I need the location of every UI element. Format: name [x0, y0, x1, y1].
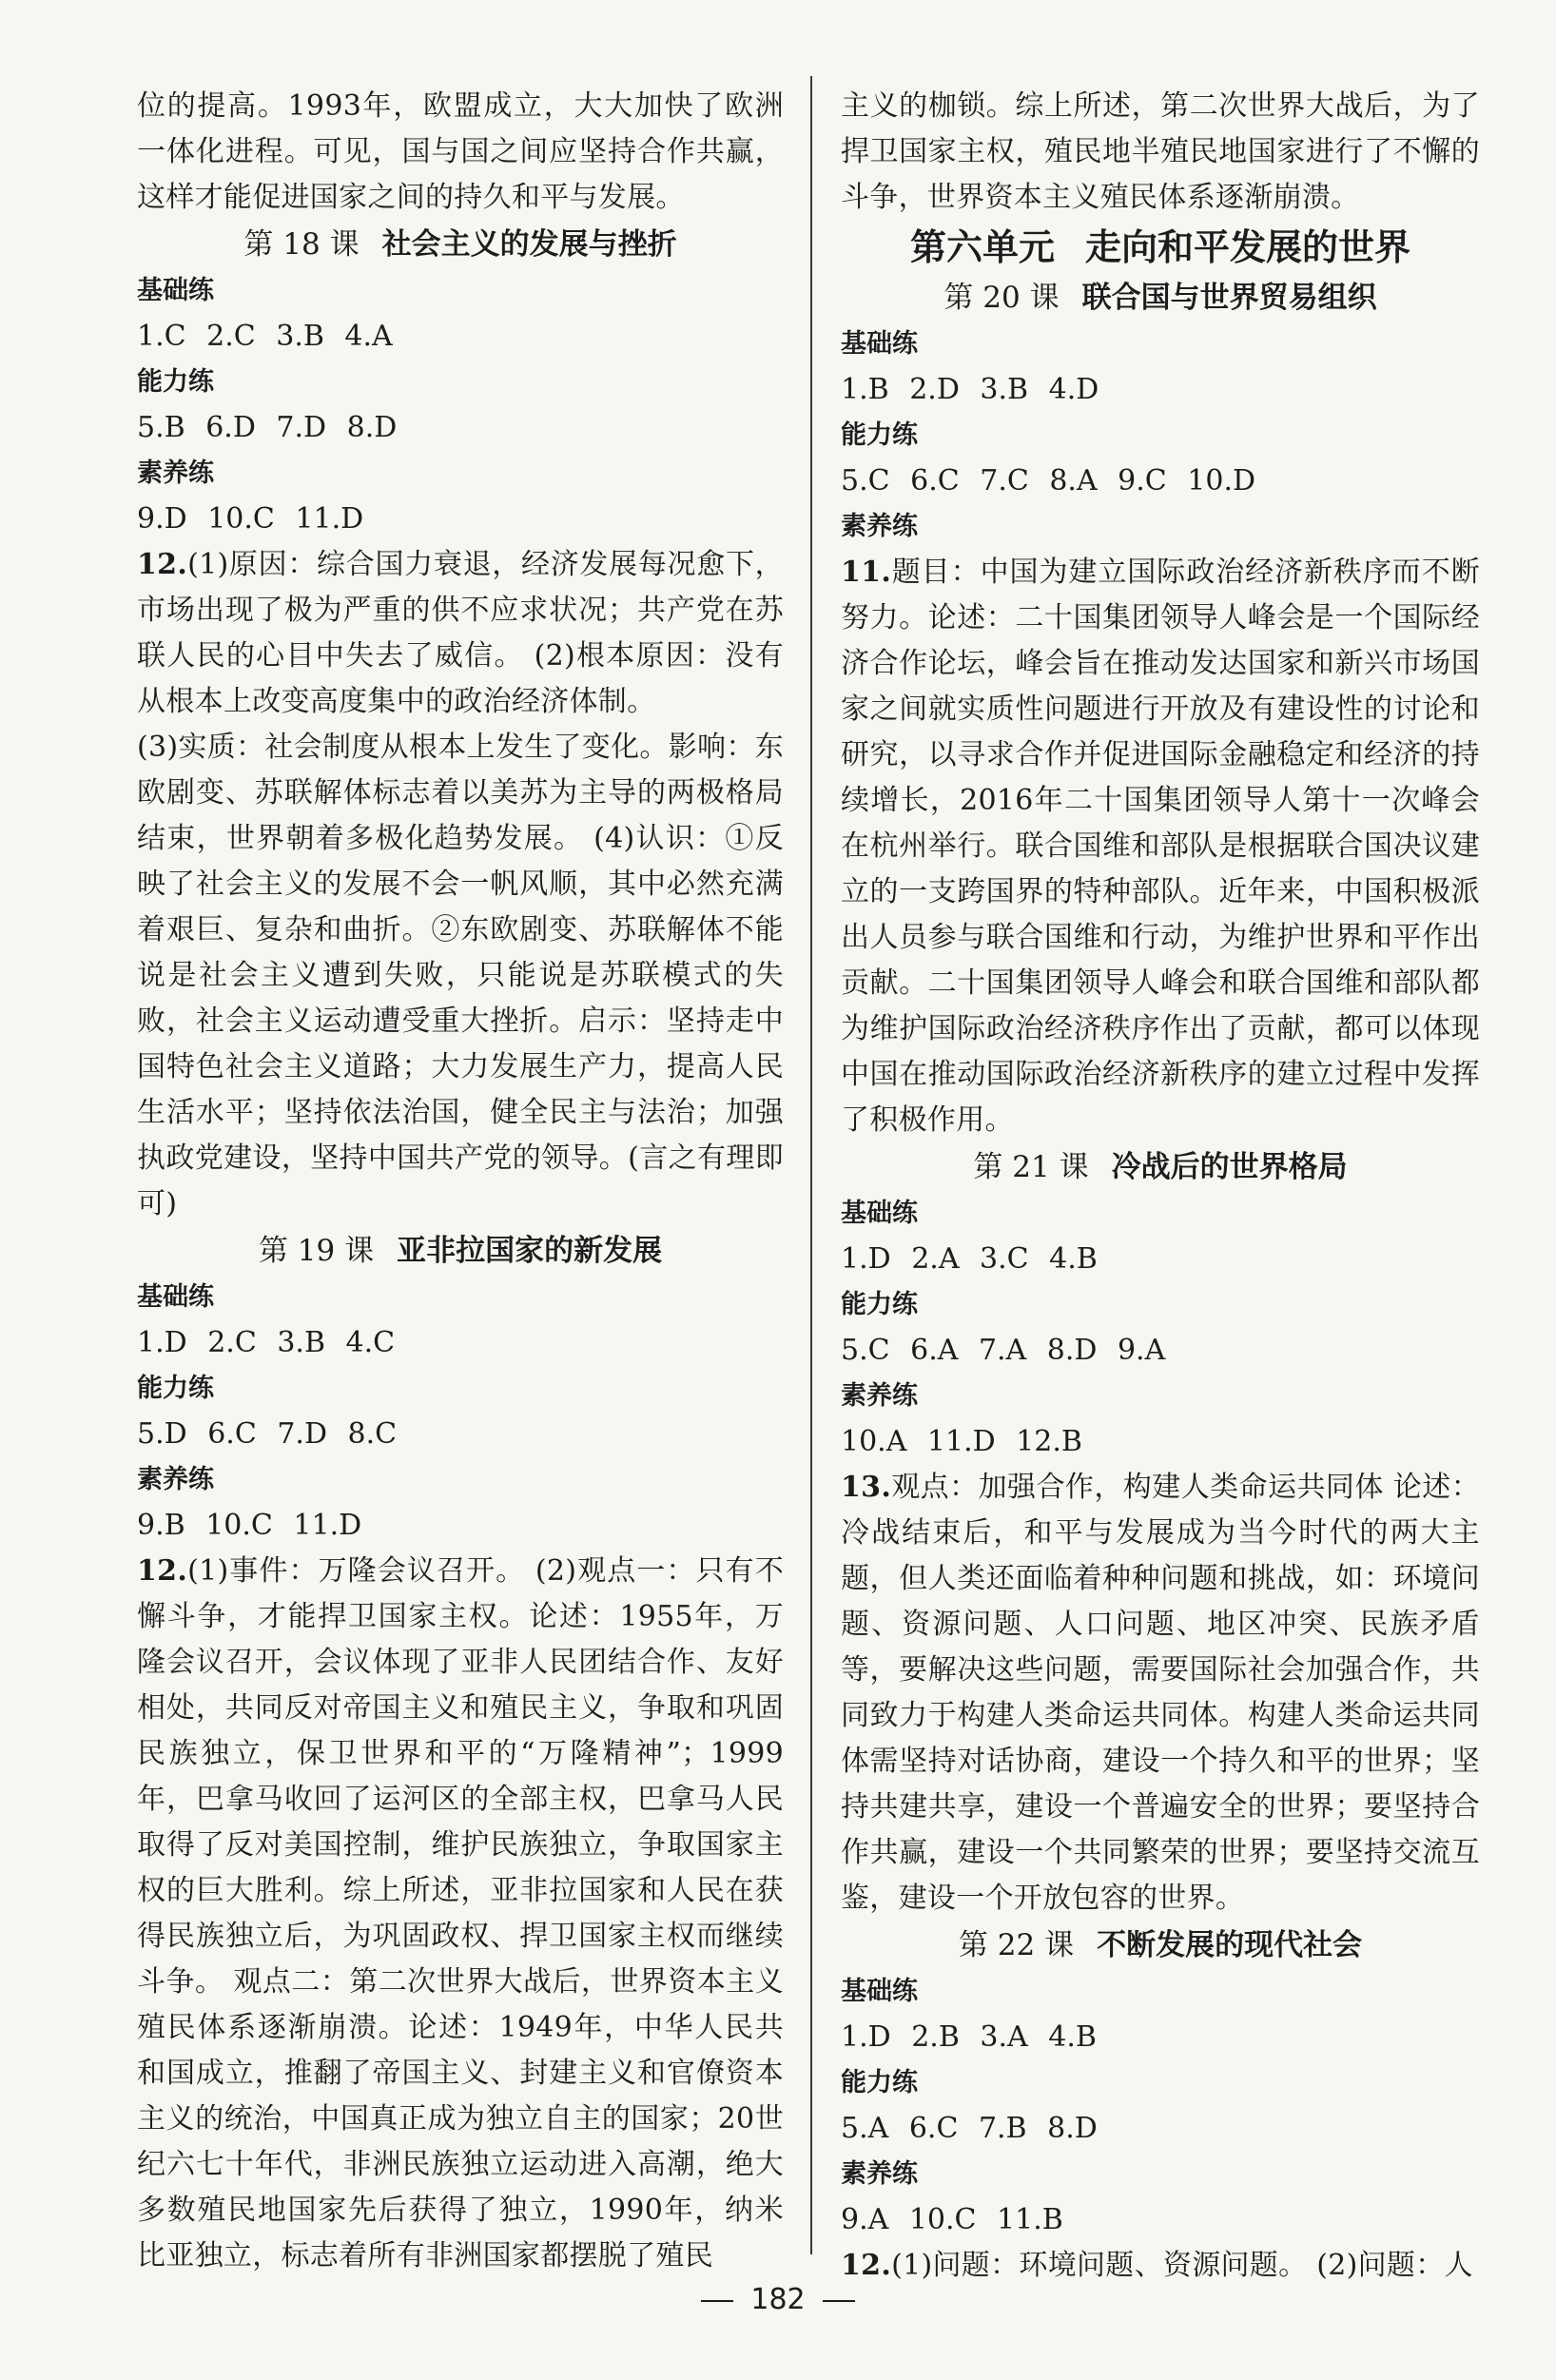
question-number: 12. — [137, 548, 188, 581]
l20-ability-answers: 5.C 6.C 7.C 8.A 9.C 10.D — [841, 464, 1256, 497]
l22-ability-label: 能力练 — [841, 2068, 918, 2097]
l18-literacy-label: 素养练 — [137, 458, 214, 488]
l18-question-12-cont: (3)实质：社会制度从根本上发生了变化。影响：东欧剧变、苏联解体标志着以美苏为主导的两极格局结束，世界朝着多极化趋势发展。 (4)认识：①反映了社会主义的发展不会一帆风顺，其中必然充满着艰巨、复杂和曲折。②东欧剧变、苏联解体不能说是社会主义遭到失败，只能说是苏联模式的失败，社会主义运动遭受重大挫折。启示：坚持走中国特色社会主义道路；大力发展生产力，提高人民生活水平；坚持依法治国，健全民主与法治；加强执政党建设，坚持中国共产党的领导。(言之有理即可) — [137, 731, 784, 1220]
lesson-18-number: 第 18 课 — [243, 227, 360, 262]
lesson-21-title: 冷战后的世界格局 — [1111, 1150, 1348, 1184]
l19-literacy-label: 素养练 — [137, 1465, 214, 1494]
lesson-22-title: 不断发展的现代社会 — [1097, 1928, 1363, 1962]
l21-ability-label: 能力练 — [841, 1290, 918, 1319]
l18-literacy-answers: 9.D 10.C 11.D — [137, 502, 364, 536]
question-text: (1)原因：综合国力衰退，经济发展每况愈下，市场出现了极为严重的供不应求状况；共产党在苏联人民的心目中失去了威信。 (2)根本原因：没有从根本上改变高度集中的政治经济体制。 — [137, 548, 784, 718]
l19-literacy-answers: 9.B 10.C 11.D — [137, 1509, 362, 1542]
lesson-20-title: 联合国与世界贸易组织 — [1081, 281, 1377, 315]
intro-paragraph: 位的提高。1993年，欧盟成立，大大加快了欧洲一体化进程。可见，国与国之间应坚持合作共赢，这样才能促进国家之间的持久和平与发展。 — [137, 89, 784, 214]
question-number: 11. — [841, 556, 892, 589]
unit-6-heading — [841, 221, 1480, 274]
l21-question-13 — [841, 1465, 1480, 1922]
question-text: 题目：中国为建立国际政治经济新秩序而不断努力。论述：二十国集团领导人峰会是一个国际经济合作论坛，峰会旨在推动发达国家和新兴市场国家之间就实质性问题进行开放及有建设性的讨论和研究，以寻求合作并促进国际金融稳定和经济的持续增长，2016年二十国集团领导人第十一次峰会在杭州举行。联合国维和部队是根据联合国决议建立的一支跨国界的特种部队。近年来，中国积极派出人员参与联合国维和行动，为维护世界和平作出贡献。二十国集团领导人峰会和联合国维和部队都为维护国际政治经济秩序作出了贡献，都可以体现中国在推动国际政治经济新秩序的建立过程中发挥了积极作用。 — [841, 556, 1480, 1137]
l19-ability-label: 能力练 — [137, 1374, 214, 1403]
l18-basic-label: 基础练 — [137, 276, 214, 305]
lesson-20-heading — [841, 274, 1480, 322]
l22-question-12 — [841, 2243, 1480, 2289]
question-text: (1)问题：环境问题、资源问题。 (2)问题：人 — [891, 2249, 1473, 2282]
lesson-22-number: 第 22 课 — [958, 1928, 1075, 1962]
lesson-19-number: 第 19 课 — [258, 1234, 375, 1268]
l19-basic-answers: 1.D 2.C 3.B 4.C — [137, 1326, 396, 1359]
left-column — [137, 84, 784, 2279]
l20-ability-label: 能力练 — [841, 420, 918, 450]
unit-title: 走向和平发展的世界 — [1085, 226, 1411, 268]
l18-basic-answers: 1.C 2.C 3.B 4.A — [137, 320, 393, 353]
l18-ability-label: 能力练 — [137, 367, 214, 397]
unit-number: 第六单元 — [909, 226, 1055, 268]
l18-question-12 — [137, 542, 784, 725]
question-number: 12. — [841, 2249, 892, 2282]
l20-literacy-label: 素养练 — [841, 512, 918, 541]
l20-basic-label: 基础练 — [841, 329, 918, 359]
continued-paragraph: 主义的枷锁。综上所述，第二次世界大战后，为了捍卫国家主权，殖民地半殖民地国家进行了不懈的斗争，世界资本主义殖民体系逐渐崩溃。 — [841, 89, 1480, 214]
page-number — [0, 2283, 1556, 2316]
question-number: 13. — [841, 1471, 892, 1504]
l21-basic-label: 基础练 — [841, 1199, 918, 1228]
l20-basic-answers: 1.B 2.D 3.B 4.D — [841, 373, 1099, 406]
l19-question-12 — [137, 1549, 784, 2279]
column-divider — [810, 76, 812, 2254]
lesson-19-title: 亚非拉国家的新发展 — [397, 1234, 663, 1268]
question-text: 观点：加强合作，构建人类命运共同体 论述：冷战结束后，和平与发展成为当今时代的两大主题，但人类还面临着种种问题和挑战，如：环境问题、资源问题、人口问题、地区冲突、民族矛盾等，要解决这些问题，需要国际社会加强合作，共同致力于构建人类命运共同体。构建人类命运共同体需坚持对话协商，建设一个持久和平的世界；坚持共建共享，建设一个普遍安全的世界；要坚持合作共赢，建设一个共同繁荣的世界；要坚持交流互鉴，建设一个开放包容的世界。 — [841, 1471, 1480, 1915]
l21-literacy-label: 素养练 — [841, 1381, 918, 1411]
lesson-21-heading — [841, 1143, 1480, 1191]
l21-ability-answers: 5.C 6.A 7.A 8.D 9.A — [841, 1334, 1166, 1367]
l21-basic-answers: 1.D 2.A 3.C 4.B — [841, 1242, 1098, 1276]
page-number-text: 182 — [750, 2283, 806, 2316]
lesson-19-heading — [137, 1227, 784, 1275]
lesson-18-heading — [137, 221, 784, 268]
l21-literacy-answers: 10.A 11.D 12.B — [841, 1425, 1082, 1458]
lesson-18-title: 社会主义的发展与挫折 — [381, 227, 677, 262]
l22-ability-answers: 5.A 6.C 7.B 8.D — [841, 2112, 1098, 2145]
l20-question-11 — [841, 550, 1480, 1143]
dash-left — [701, 2300, 733, 2302]
dash-right — [823, 2300, 855, 2302]
l22-basic-label: 基础练 — [841, 1977, 918, 2006]
l18-ability-answers: 5.B 6.D 7.D 8.D — [137, 411, 398, 444]
l22-basic-answers: 1.D 2.B 3.A 4.B — [841, 2020, 1097, 2054]
l22-literacy-answers: 9.A 10.C 11.B — [841, 2203, 1063, 2236]
lesson-20-number: 第 20 课 — [943, 281, 1060, 315]
l19-ability-answers: 5.D 6.C 7.D 8.C — [137, 1417, 398, 1451]
question-number: 12. — [137, 1554, 188, 1588]
l19-basic-label: 基础练 — [137, 1282, 214, 1312]
question-text: (1)事件：万隆会议召开。 (2)观点一：只有不懈斗争，才能捍卫国家主权。论述：1955年，万隆会议召开，会议体现了亚非人民团结合作、友好相处，共同反对帝国主义和殖民主义，争取和巩固民族独立，保卫世界和平的“万隆精神”；1999年，巴拿马收回了运河区的全部主权，巴拿马人民取得了反对美国控制，维护民族独立，争取国家主权的巨大胜利。综上所述，亚非拉国家和人民在获得民族独立后，为巩固政权、捍卫国家主权而继续斗争。 观点二：第二次世界大战后，世界资本主义殖民体系逐渐崩溃。论述：1949年，中华人民共和国成立，推翻了帝国主义、封建主义和官僚资本主义的统治，中国真正成为独立自主的国家；20世纪六七十年代，非洲民族独立运动进入高潮，绝大多数殖民地国家先后获得了独立，1990年，纳米比亚独立，标志着所有非洲国家都摆脱了殖民 — [137, 1554, 784, 2273]
lesson-22-heading — [841, 1922, 1480, 1969]
right-column — [841, 84, 1480, 2289]
l22-literacy-label: 素养练 — [841, 2159, 918, 2189]
lesson-21-number: 第 21 课 — [973, 1150, 1089, 1184]
